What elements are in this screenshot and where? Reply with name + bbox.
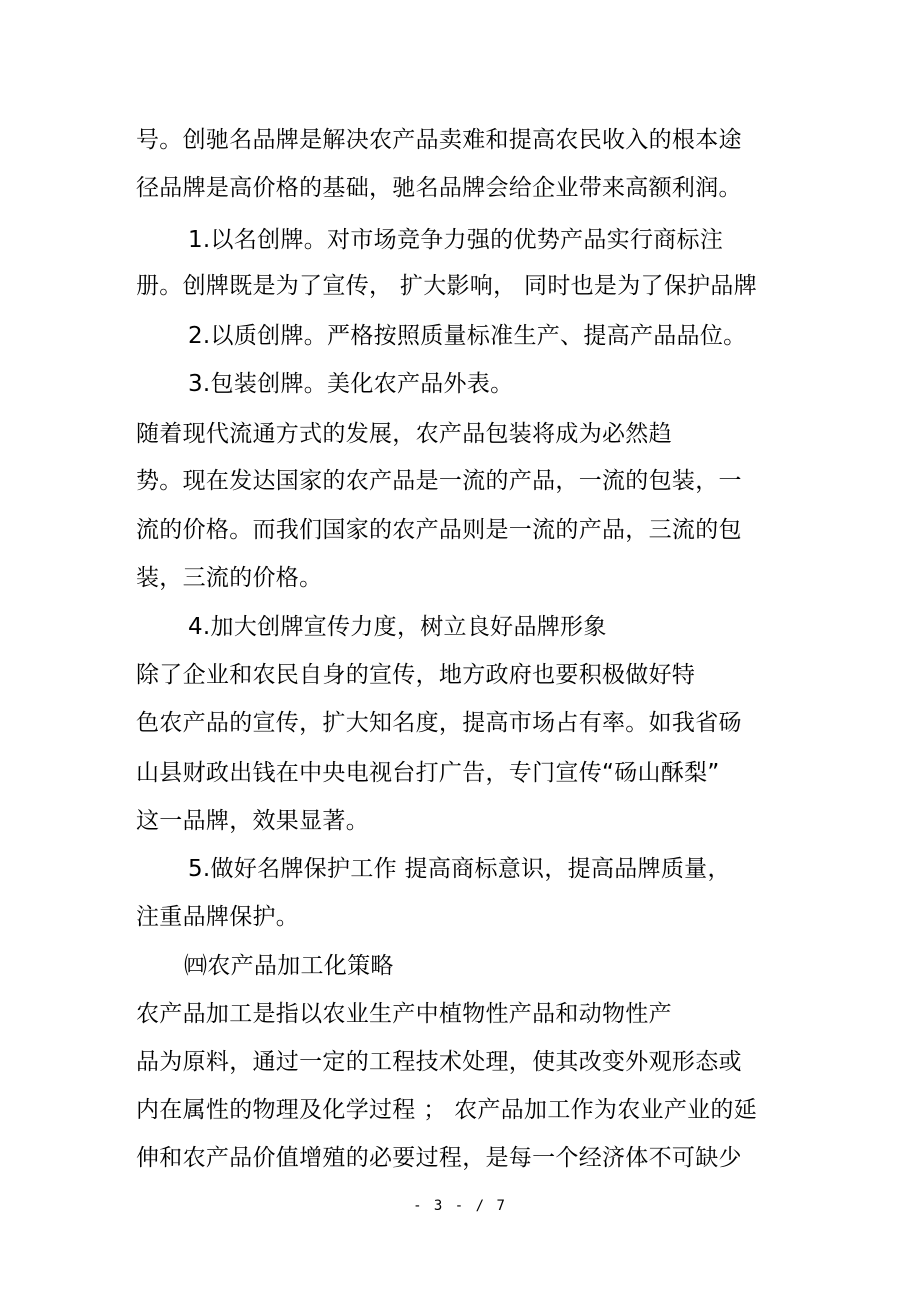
page-number: - 3 - / 7: [413, 1198, 507, 1214]
text-line: 册。创牌既是为了宣传， 扩大影响， 同时也是为了保护品牌: [136, 273, 758, 299]
text-line: 色农产品的宣传，扩大知名度，提高市场占有率。如我省砀: [136, 710, 742, 736]
text-line: 5.做好名牌保护工作 提高商标意识，提高品牌质量，: [188, 856, 731, 882]
text-line: 伸和农产品价值增殖的必要过程，是每一个经济体不可缺少: [136, 1145, 742, 1171]
text-line: 内在属性的物理及化学过程 ； 农产品加工作为农业产业的延: [136, 1097, 758, 1123]
text-line: 号。创驰名品牌是解决农产品卖难和提高农民收入的根本途: [136, 127, 742, 153]
text-line: 装，三流的价格。: [136, 565, 323, 591]
section-heading: ㈣农产品加工化策略: [184, 953, 394, 979]
text-line: 随着现代流通方式的发展，农产品包装将成为必然趋: [136, 421, 672, 447]
text-line: 3.包装创牌。美化农产品外表。: [188, 371, 514, 397]
text-line: 品为原料，通过一定的工程技术处理，使其改变外观形态或: [136, 1049, 742, 1075]
text-line: 1.以名创牌。对市场竞争力强的优势产品实行商标注: [188, 227, 724, 253]
text-line: 这一品牌，效果显著。: [136, 808, 369, 834]
text-line: 注重品牌保护。: [136, 904, 300, 930]
text-line: 径品牌是高价格的基础，驰名品牌会给企业带来高额利润。: [136, 175, 742, 201]
text-line: 流的价格。而我们国家的农产品则是一流的产品，三流的包: [136, 517, 742, 543]
text-line: 4.加大创牌宣传力度，树立良好品牌形象: [188, 614, 607, 640]
text-line: 除了企业和农民自身的宣传，地方政府也要积极做好特: [136, 662, 696, 688]
text-line: 农产品加工是指以农业生产中植物性产品和动物性产: [136, 1001, 672, 1027]
text-line: 山县财政出钱在中央电视台打广告，专门宣传“砀山酥梨”: [136, 760, 720, 786]
text-line: 势。现在发达国家的农产品是一流的产品，一流的包装，一: [136, 468, 742, 494]
text-line: 2.以质创牌。严格按照质量标准生产、提高产品品位。: [188, 323, 747, 349]
